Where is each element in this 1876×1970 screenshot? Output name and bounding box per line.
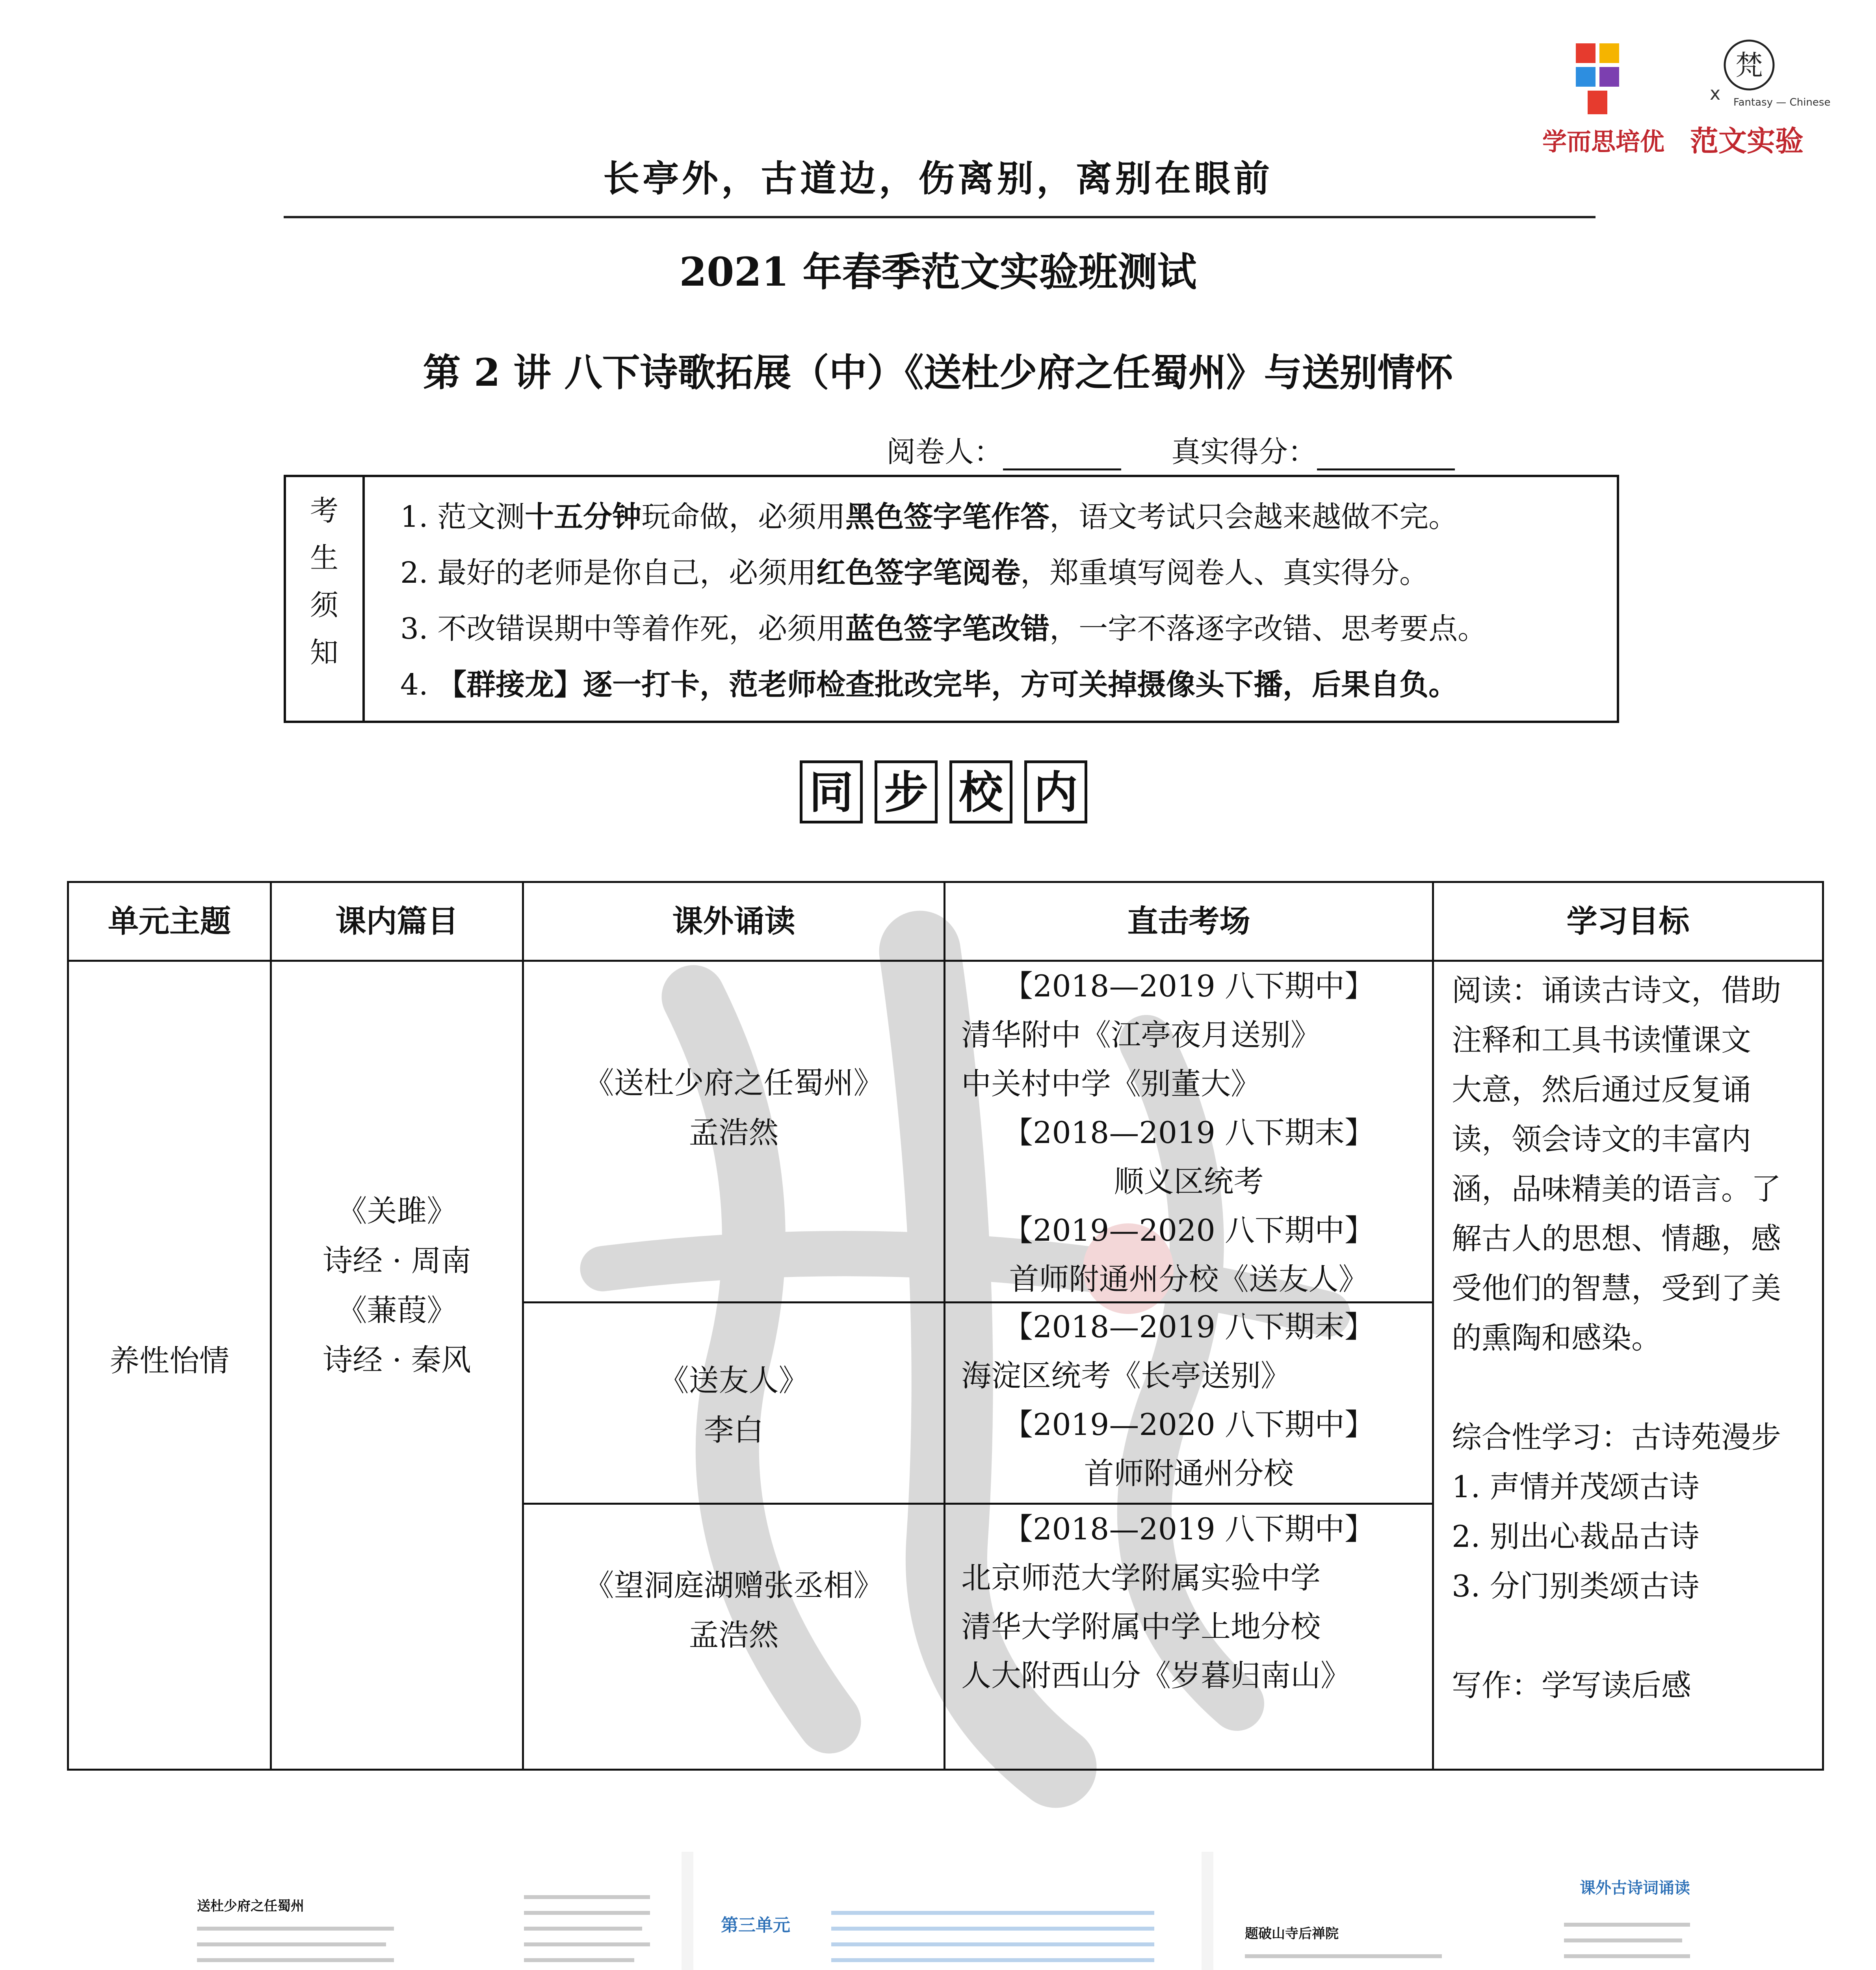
textbook-page-left [169, 1852, 682, 1970]
goal-line: 1. 声情并茂颂古诗 [1452, 1469, 1700, 1504]
goal-line: 受他们的智慧，受到了美 [1452, 1271, 1781, 1306]
stamp-char: 步 [875, 760, 938, 823]
exam-item: 【2019—2020 八下期中】 [1003, 1407, 1374, 1442]
goal-line [1452, 1363, 1814, 1412]
fantasy-chinese-caption: Fantasy — Chinese [1733, 97, 1831, 108]
svg-text:梵: 梵 [1735, 49, 1763, 82]
extra-reading-item: 《送友人》 李白 [659, 1363, 809, 1448]
poem-title: 送杜少府之任蜀州 [197, 1898, 304, 1914]
section-header: 课外古诗词诵读 [1580, 1879, 1690, 1897]
exam-item: 顺义区统考 [1114, 1164, 1264, 1199]
in-class-item: 诗经 · 秦风 [323, 1342, 471, 1377]
reviewer-blank[interactable] [1003, 441, 1121, 470]
stamp-char: 内 [1024, 760, 1087, 823]
exam-item: 北京师范大学附属实验中学 [961, 1560, 1321, 1595]
goal-line: 的熏陶和感染。 [1452, 1320, 1661, 1355]
exam-item: 【2018—2019 八下期末】 [1003, 1115, 1374, 1150]
exam-item: 【2018—2019 八下期中】 [1003, 1511, 1374, 1546]
goal-line: 解古人的思想、情趣，感 [1452, 1221, 1781, 1256]
lesson-subtitle: 第 2 讲 八下诗歌拓展（中）《送杜少府之任蜀州》与送别情怀 [423, 350, 1453, 395]
xueersi-logo-text: 学而思培优 [1542, 127, 1664, 156]
header-exams: 直击考场 [1127, 904, 1250, 939]
exam-item: 【2018—2019 八下期中】 [1003, 968, 1374, 1004]
goal-line: 阅读：诵读古诗文，借助 [1452, 973, 1781, 1008]
reviewer-score-line [886, 429, 1455, 470]
exam-item: 中关村中学《别董大》 [961, 1066, 1261, 1101]
extra-reading-item: 《送杜少府之任蜀州》 孟浩然 [584, 1065, 884, 1150]
logo-separator: x [1710, 83, 1721, 104]
exam-item: 海淀区统考《长亭送别》 [961, 1358, 1291, 1393]
exam-item: 【2019—2020 八下期中】 [1003, 1213, 1374, 1248]
header-in-class: 课内篇目 [335, 904, 459, 939]
side-char: 知 [310, 636, 338, 669]
poem-title: 题破山寺后禅院 [1245, 1926, 1339, 1942]
reviewer-label: 阅卷人： [886, 435, 1003, 469]
fantasy-chinese-seal-icon [1722, 35, 1777, 102]
header-goals: 学习目标 [1566, 904, 1690, 939]
score-label: 真实得分： [1171, 435, 1317, 469]
goal-line: 大意，然后通过反复诵 [1452, 1072, 1751, 1107]
goal-line: 写作：学写读后感 [1452, 1668, 1691, 1703]
goal-line: 涵，品味精美的语言。了 [1452, 1171, 1781, 1206]
header-extra-reading: 课外诵读 [672, 904, 795, 939]
exam-item: 清华大学附属中学上地分校 [961, 1609, 1321, 1644]
xueersi-logo-mark-icon [1572, 39, 1623, 118]
divider [284, 216, 1596, 218]
unit-title: 第三单元 [721, 1915, 790, 1935]
extra-reading-item: 《望洞庭湖赠张丞相》 孟浩然 [584, 1568, 884, 1652]
instruction-item: 4. 【群接龙】逐一打卡，范老师检查批改完毕，方可关掉摄像头下播，后果自负。 [400, 668, 1458, 702]
header-unit-theme: 单元主题 [108, 904, 231, 939]
goal-line: 注释和工具书读懂课文 [1452, 1022, 1751, 1057]
in-class-list [272, 1186, 522, 1385]
motto: 长亭外，古道边，伤离别，离别在眼前 [603, 157, 1273, 200]
page-title: 2021 年春季范文实验班测试 [679, 249, 1197, 295]
in-class-item: 诗经 · 周南 [323, 1243, 471, 1278]
goal-line: 3. 分门别类颂古诗 [1452, 1569, 1700, 1604]
exam-item: 【2018—2019 八下期末】 [1003, 1309, 1374, 1344]
exam-item: 首师附通州分校《送友人》 [1009, 1262, 1369, 1297]
goal-line: 读，领会诗文的丰富内 [1452, 1122, 1751, 1157]
textbook-page-middle [693, 1852, 1202, 1970]
goal-line: 2. 别出心裁品古诗 [1452, 1519, 1700, 1554]
learning-goals [1452, 966, 1814, 1710]
side-char: 考 [310, 494, 338, 527]
exam-item: 人大附西山分《岁暮归南山》 [961, 1658, 1350, 1693]
textbook-page-right [1213, 1852, 1726, 1970]
in-class-item: 《关雎》 [337, 1193, 457, 1228]
exam-instructions-box [284, 475, 1619, 723]
score-blank[interactable] [1317, 441, 1455, 470]
instruction-item: 3. 不改错误期中等着作死，必须用蓝色签字笔改错，一字不落逐字改错、思考要点。 [400, 612, 1487, 646]
side-char: 须 [310, 589, 338, 622]
exam-item: 清华附中《江亭夜月送别》 [961, 1017, 1321, 1052]
instruction-item: 2. 最好的老师是你自己，必须用红色签字笔阅卷，郑重填写阅卷人、真实得分。 [400, 556, 1429, 590]
syllabus-table [67, 881, 1824, 1771]
section-heading-stamp [800, 760, 1087, 827]
instructions-side-label [286, 477, 365, 721]
exam-list [945, 962, 1432, 1304]
in-class-item: 《蒹葭》 [337, 1293, 457, 1328]
goal-line [1452, 1611, 1814, 1661]
fanwen-shiyan-logo-text: 范文实验 [1690, 125, 1804, 158]
stamp-char: 校 [949, 760, 1012, 823]
goal-line: 综合性学习：古诗苑漫步 [1452, 1420, 1781, 1455]
unit-theme: 养性怡情 [110, 1343, 229, 1378]
instruction-item: 1. 范文测十五分钟玩命做，必须用黑色签字笔作答，语文考试只会越来越做不完。 [400, 500, 1458, 534]
exam-item: 首师附通州分校 [1084, 1456, 1294, 1491]
exam-list [945, 1303, 1432, 1498]
stamp-char: 同 [800, 760, 863, 823]
exam-list [945, 1505, 1432, 1700]
textbook-page-thumbnails [169, 1852, 1726, 1970]
side-char: 生 [310, 541, 338, 574]
